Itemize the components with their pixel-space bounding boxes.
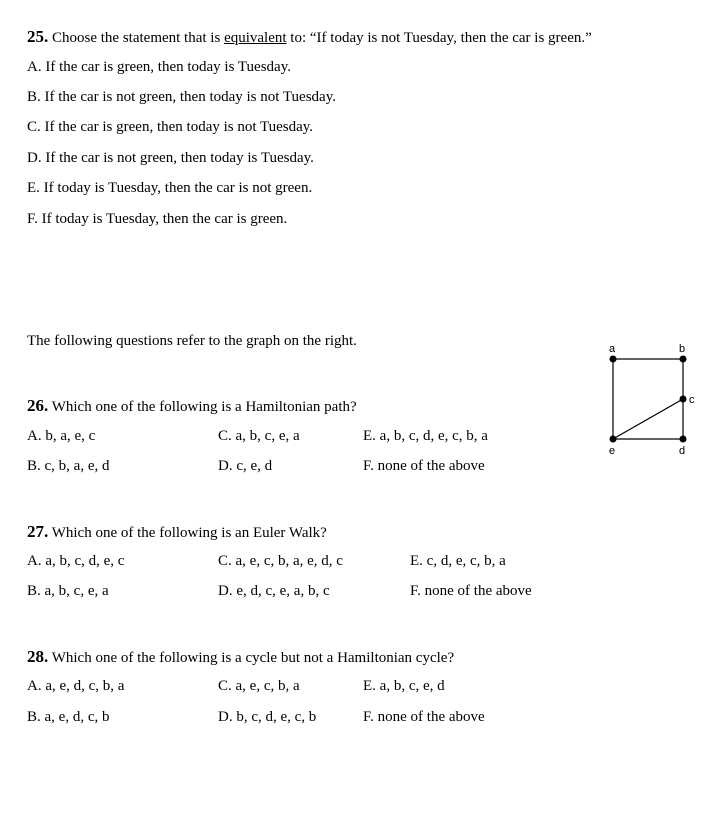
vertex-label-c: c bbox=[689, 394, 695, 406]
q26-option-a: A. b, a, e, c bbox=[27, 428, 96, 444]
q25-option-b: B. If the car is not green, then today is not Tuesday. bbox=[27, 89, 336, 105]
q28-option-e: E. a, b, c, e, d bbox=[363, 678, 445, 694]
question-number: 25. bbox=[27, 27, 49, 46]
q26-option-e: E. a, b, c, d, e, c, b, a bbox=[363, 428, 488, 444]
q28-option-f: F. none of the above bbox=[363, 709, 485, 725]
vertex-label-e: e bbox=[609, 445, 616, 457]
q28-option-a: A. a, e, d, c, b, a bbox=[27, 678, 125, 694]
q26-option-f: F. none of the above bbox=[363, 458, 485, 474]
vertex-label-d: d bbox=[679, 445, 686, 457]
vertex-e bbox=[610, 436, 617, 443]
q27-option-f: F. none of the above bbox=[410, 583, 532, 599]
edge-e-c bbox=[613, 399, 683, 439]
stem-text: Which one of the following is a cycle but not a Hamiltonian cycle? bbox=[51, 650, 455, 666]
question-number: 28. bbox=[27, 647, 49, 666]
underlined-word: equivalent bbox=[224, 30, 287, 46]
question-26-stem bbox=[27, 396, 357, 416]
q28-option-c: C. a, e, c, b, a bbox=[218, 678, 300, 694]
graph-diagram bbox=[600, 338, 700, 460]
vertex-c bbox=[680, 396, 687, 403]
q26-option-c: C. a, b, c, e, a bbox=[218, 428, 300, 444]
q27-option-d: D. e, d, c, e, a, b, c bbox=[218, 583, 330, 599]
q26-option-d: D. c, e, d bbox=[218, 458, 273, 474]
q27-option-b: B. a, b, c, e, a bbox=[27, 583, 109, 599]
q27-option-a: A. a, b, c, d, e, c bbox=[27, 553, 125, 569]
q25-option-d: D. If the car is not green, then today is Tuesday. bbox=[27, 150, 314, 166]
stem-text: Which one of the following is an Euler Walk? bbox=[51, 525, 327, 541]
vertex-label-a: a bbox=[609, 343, 616, 355]
q28-option-b: B. a, e, d, c, b bbox=[27, 709, 110, 725]
vertex-a bbox=[610, 356, 617, 363]
q28-option-d: D. b, c, d, e, c, b bbox=[218, 709, 317, 725]
question-28-stem bbox=[27, 647, 454, 667]
q25-option-a: A. If the car is green, then today is Tuesday. bbox=[27, 59, 291, 75]
stem-text: to: “If today is not Tuesday, then the car is green.” bbox=[286, 30, 592, 46]
q25-option-f: F. If today is Tuesday, then the car is green. bbox=[27, 211, 288, 227]
q25-option-e: E. If today is Tuesday, then the car is not green. bbox=[27, 180, 313, 196]
question-27-stem bbox=[27, 522, 327, 542]
q26-option-b: B. c, b, a, e, d bbox=[27, 458, 110, 474]
question-number: 27. bbox=[27, 522, 49, 541]
graph-intro-text: The following questions refer to the graph on the right. bbox=[27, 333, 357, 349]
vertex-d bbox=[680, 436, 687, 443]
q25-option-c: C. If the car is green, then today is not Tuesday. bbox=[27, 119, 314, 135]
stem-text: Which one of the following is a Hamiltonian path? bbox=[51, 399, 357, 415]
vertex-label-b: b bbox=[679, 343, 686, 355]
q27-option-c: C. a, e, c, b, a, e, d, c bbox=[218, 553, 343, 569]
question-number: 26. bbox=[27, 396, 49, 415]
stem-text: Choose the statement that is bbox=[52, 30, 225, 46]
q27-option-e: E. c, d, e, c, b, a bbox=[410, 553, 506, 569]
question-25-stem bbox=[27, 27, 592, 47]
vertex-b bbox=[680, 356, 687, 363]
